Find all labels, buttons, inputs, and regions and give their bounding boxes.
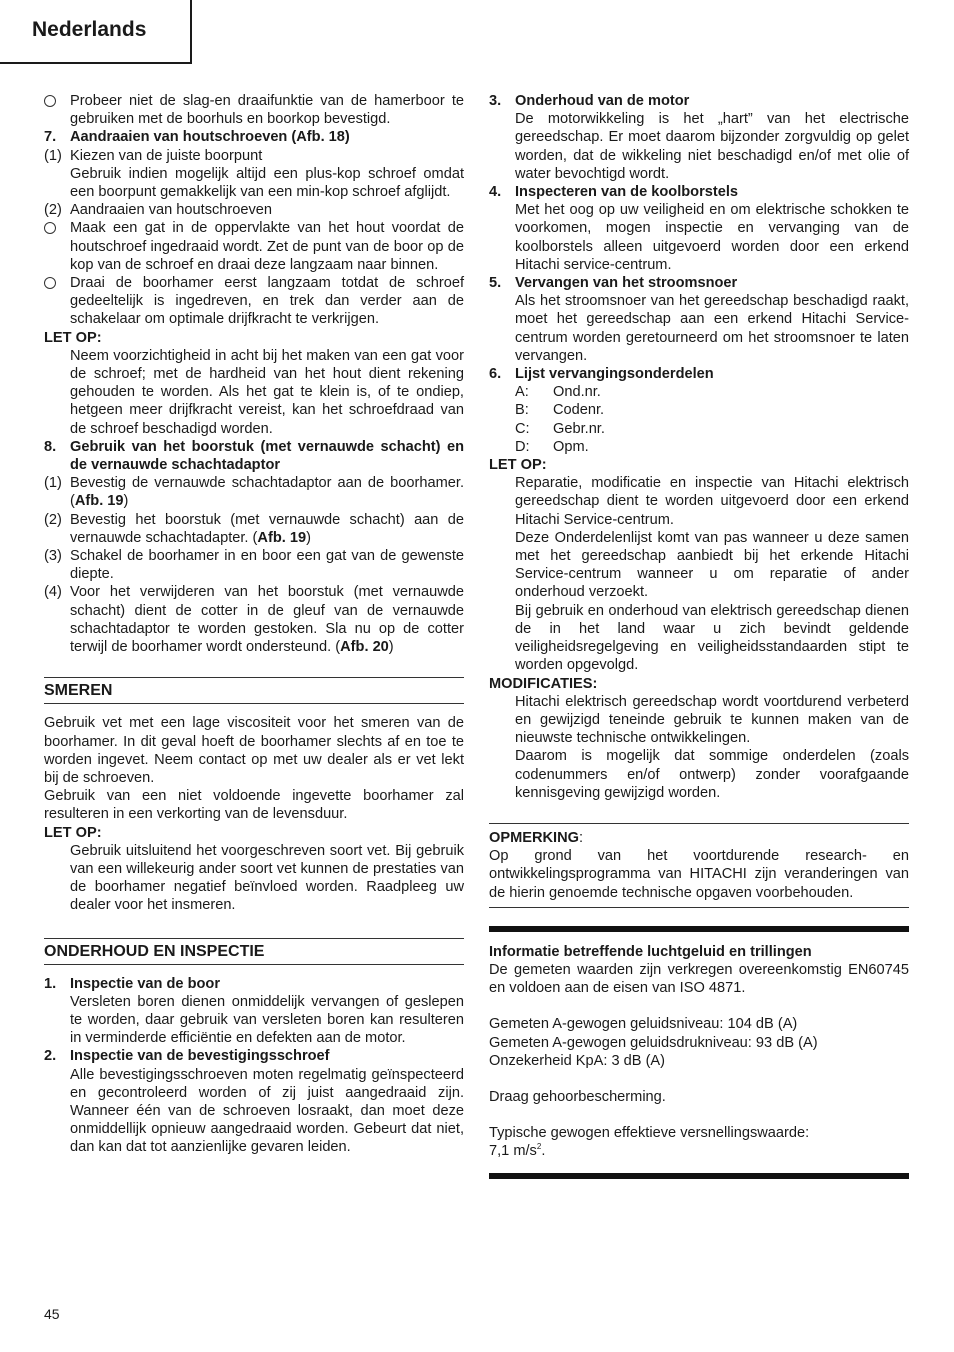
section-title: Inspectie van de boor: [70, 975, 221, 992]
subitem-number: (2): [44, 202, 62, 219]
caution-text: Reparatie, modificatie en inspectie van Hitachi elektrisch gereedschap dient te worden uitgevoerd door een erkend Hitachi Service-centrum.: [515, 475, 909, 528]
noise-section: [489, 943, 909, 1161]
section-number: 2.: [44, 1048, 57, 1065]
language-tab: [0, 0, 192, 64]
subitem-number: (4): [44, 584, 62, 601]
bullet-item: [44, 219, 464, 274]
section-title: Gebruik van het boorstuk (met vernauwde schacht) en de vernauwde schachtadaptor: [70, 438, 464, 474]
paragraph: Met het oog op uw veiligheid en om elektrische schokken te voorkomen, mogen inspectie en vervanging van de koolborstels alleen uitgevoerd worden door een erkend Hitachi service-centrum.: [515, 202, 909, 273]
caution-label: LET OP:: [44, 824, 102, 841]
list-value: Gebr.nr.: [553, 420, 605, 437]
subitem-8-2: [44, 511, 464, 547]
divider: [489, 907, 909, 908]
list-key: D:: [515, 438, 530, 455]
section-number: 8.: [44, 438, 57, 455]
list-value: Opm.: [553, 438, 589, 455]
subitem-text: Gebruik indien mogelijk altijd een plus-kop schroef omdat een boorpunt gemakkelijk van een min-kop schroef afglijdt.: [70, 165, 464, 201]
list-item: [489, 401, 909, 419]
noise-line: Gemeten A-gewogen geluidsdrukniveau: 93 dB (A): [489, 1034, 818, 1051]
figure-reference: Afb. 19: [257, 529, 307, 546]
figure-reference: Afb. 20: [340, 639, 389, 656]
paren: (: [331, 639, 341, 656]
bullet-text: Maak een gat in de oppervlakte van het hout voordat de houtschroef ingedraaid wordt. Zet de punt van de boor op de kop van de schroef en draai deze langzaam naar binnen.: [70, 220, 464, 273]
figure-reference: Afb. 19: [74, 493, 124, 510]
list-item: [489, 383, 909, 401]
section-title: Onderhoud van de motor: [515, 93, 690, 109]
bullet-item: [44, 92, 464, 128]
subitem-number: (1): [44, 475, 62, 492]
note-text: Op grond van het voortdurende research- en ontwikkelingsprogramma van HITACHI zijn veranderingen van de hierin genoemde technische opgaven voorbehouden.: [489, 848, 909, 901]
paragraph: De gemeten waarden zijn verkregen overeenkomstig EN60745 en voldoen aan de eisen van ISO 4871.: [489, 961, 909, 997]
bullet-text: Draai de boorhamer eerst langzaam totdat de schroef gedeeltelijk is ingedreven, en trek dan verder aan de schakelaar om optimale drijfkracht te verkrijgen.: [70, 275, 464, 328]
subitem-8-4: [44, 583, 464, 656]
circle-bullet-icon: [44, 95, 56, 107]
paragraph: Versleten boren dienen onmiddelijk vervangen of geslepen te worden, daar gebruik van versleten boren kan resulteren in verminderde efficiëntie en defekten aan de motor.: [70, 993, 464, 1047]
section-8-heading: [44, 438, 464, 474]
maintenance-4-heading: [489, 183, 909, 201]
section-number: 1.: [44, 975, 57, 992]
list-key: A:: [515, 384, 529, 401]
paragraph: Alle bevestigingsschroeven moten regelmatig geïnspecteerd en gecontroleerd worden of zij juist aangedraaid zijn. Wanneer één van de schroeven losraakt, dan moet deze onmiddellijk opnieuw aangedraaid worden. Gebeurt dat niet, dan kan dat tot aanzienlijke gevaren leiden.: [70, 1066, 464, 1156]
noise-line: Typische gewogen effektieve versnellingswaarde:: [489, 1125, 810, 1142]
section-number: 3.: [489, 93, 502, 109]
list-value: Ond.nr.: [553, 384, 601, 401]
caution-text: Neem voorzichtigheid in acht bij het maken van een gat voor de schroef; met de hardheid van het hout dient rekening gehouden te worden. Als het gat te klein is, of te ondiep, hetgeen meer drijfkracht vereist, kan het schroefdraad van de schroef beschadigd worden.: [70, 347, 464, 437]
noise-line: Onzekerheid KpA: 3 dB (A): [489, 1052, 666, 1069]
paragraph: Hitachi elektrisch gereedschap wordt voortdurend verbeterd en gewijzigd teneinde gebruik te kunnen maken van de nieuwste technische ontwikkelingen.: [515, 693, 909, 747]
right-column: [489, 92, 909, 1179]
section-number: 6.: [489, 366, 502, 383]
subitem-text: Voor het verwijderen van het boorstuk (met vernauwde schacht) dient de cotter in de gleuf van de vernauwde schachtadaptor te worden gestoken. Sla nu op de cotter terwijl de boorhamer wordt ondersteund.: [70, 584, 464, 656]
note-label: OPMERKING: [489, 829, 579, 846]
paragraph: Gebruik van een niet voldoende ingevette boorhamer zal resulteren in een verkorting van de levensduur.: [44, 788, 464, 823]
subitem-8-3: [44, 547, 464, 583]
section-number: 4.: [489, 184, 502, 201]
paren: ): [123, 493, 129, 510]
paren: (: [70, 493, 75, 510]
subitem-text: Bevestig het boorstuk (met vernauwde schacht) aan de vernauwde schachtadapter.: [70, 511, 464, 546]
noise-line: Gemeten A-gewogen geluidsniveau: 104 dB (A): [489, 1016, 798, 1033]
caution-text: Gebruik uitsluitend het voorgeschreven soort vet. Bij gebruik van een willekeurig ander soort vet kunnen de prestaties van de boorhamer negatief beïnvloed worden. Raadpleeg uw dealer voor het insmeren.: [70, 842, 464, 914]
note-box: [489, 823, 909, 908]
section-title: Vervangen van het stroomsnoer: [515, 275, 738, 292]
noise-title: Informatie betreffende luchtgeluid en trillingen: [489, 943, 812, 960]
list-value: Codenr.: [553, 402, 605, 419]
section-7-heading: [44, 128, 464, 146]
maintenance-6-heading: [489, 365, 909, 383]
subitem-number: (1): [44, 147, 62, 164]
maintenance-2-heading: [44, 1047, 464, 1065]
caution-text: Deze Onderdelenlijst komt van pas wanneer u deze samen met het gereedschap aanbiedt bij het erkende Hitachi Service-centrum wanneer u om reparatie of ander onderhoud verzoekt.: [515, 529, 909, 601]
bullet-text: Probeer niet de slag-en draaifunktie van de hamerboor te gebruiken met de boorhuls en boorkop bevestigd.: [70, 93, 464, 128]
section-number: 5.: [489, 275, 502, 292]
modifications-label: MODIFICATIES:: [489, 675, 598, 692]
left-column: [44, 92, 464, 1157]
section-title: Lijst vervangingsonderdelen: [515, 366, 714, 383]
paragraph: Als het stroomsnoer van het gereedschap beschadigd raakt, moet het gereedschap aan een erkend Hitachi Service-centrum worden geretourneerd om het stroomsnoer te laten vervangen.: [515, 293, 909, 364]
caution-label: LET OP:: [44, 329, 102, 346]
section-title: Inspecteren van de koolborstels: [515, 184, 739, 201]
note-colon: :: [579, 829, 584, 846]
subitem-title: Aandraaien van houtschroeven: [70, 202, 273, 219]
divider-thick: [489, 926, 909, 932]
circle-bullet-icon: [44, 222, 56, 234]
paragraph: Daarom is mogelijk dat sommige onderdelen (zoals codenummers en/of ontwerp) zonder voorafgaande kennisgeving gewijzigd worden.: [515, 748, 909, 801]
paren: (: [248, 529, 258, 546]
maintenance-3-heading: [489, 92, 909, 110]
maintenance-5-heading: [489, 274, 909, 292]
paragraph: Gebruik vet met een lage viscositeit voor het smeren van de boorhamer. In dit geval hoeft de boorhamer slechts af en toe te worden ingevet. Neem contact op met uw dealer als er vet lekt bij de schroeven.: [44, 715, 464, 786]
circle-bullet-icon: [44, 277, 56, 289]
list-item: [489, 438, 909, 456]
subitem-7-1: [44, 147, 464, 165]
subitem-number: (3): [44, 548, 62, 565]
paragraph: De motorwikkeling is het „hart” van het electrische gereedschap. Er moet daarom bijzonder zorgvuldig op gelet worden, dat de wikkeling niet beschadigd en/of met olie of water bevochtigd wordt.: [515, 111, 909, 182]
language-title: Nederlands: [32, 18, 147, 41]
subitem-number: (2): [44, 511, 62, 528]
subitem-text: Bevestig de vernauwde schachtadaptor aan de boorhamer.: [70, 475, 464, 492]
smeren-heading: SMEREN: [44, 677, 464, 704]
superscript: 2: [536, 1142, 542, 1152]
maintenance-1-heading: [44, 975, 464, 993]
list-key: C:: [515, 420, 530, 437]
subitem-text: Schakel de boorhamer in en boor een gat van de gewenste diepte.: [70, 548, 464, 583]
list-item: [489, 420, 909, 438]
section-title: Aandraaien van houtschroeven (Afb. 18): [70, 129, 350, 146]
section-number: 7.: [44, 129, 57, 146]
paren: ): [388, 639, 394, 656]
vibration-value: [489, 1142, 909, 1160]
parts-list: [489, 383, 909, 456]
caution-label: LET OP:: [489, 457, 547, 474]
subitem-title: Kiezen van de juiste boorpunt: [70, 147, 263, 164]
paren: ): [306, 529, 311, 546]
subitem-8-1: [44, 474, 464, 510]
section-title: Inspectie van de bevestigingsschroef: [70, 1048, 330, 1065]
bullet-item: [44, 274, 464, 329]
period: .: [541, 1143, 546, 1160]
divider-thick: [489, 1173, 909, 1179]
vibration-number: 7,1 m/s: [489, 1143, 537, 1160]
page-number: 45: [44, 1306, 60, 1322]
caution-text: Bij gebruik en onderhoud van elektrisch gereedschap dienen de in het land waar u zich bevindt geldende veiligheidsregelgeving en veiligheidsstandaarden stipt te worden opgevolgd.: [515, 602, 909, 674]
onderhoud-heading: ONDERHOUD EN INSPECTIE: [44, 938, 464, 965]
subitem-7-2: [44, 201, 464, 219]
list-key: B:: [515, 402, 529, 419]
noise-line: Draag gehoorbescherming.: [489, 1088, 666, 1105]
